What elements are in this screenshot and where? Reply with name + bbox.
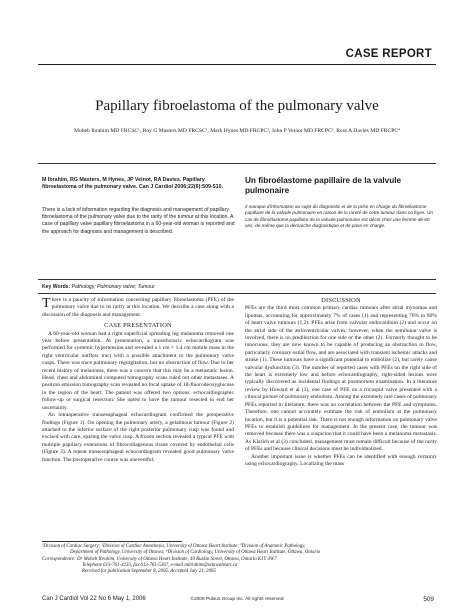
abstract-french: Il manque d'information au sujet du diagnostic et de la prise en charge du fibroélastome papillaire de la valvule pulmonaire en raison de la rareté de cette tumeur dans ce foyer. Un cas de fibroélastome papillaire de la valvule pulmonaire est décrit chez une femme de 60 ans, de même que la démarche diagnostique et de prise en charge.	[245, 204, 433, 229]
discussion-paragraph-2: Another important issue is whether PFEs can be identified with enough certainty using echocardiography. Localizing the mass	[245, 453, 437, 467]
citation: M Ibrahim, RG Masters, M Hynes, JP Veinot, RA Davies. Papillary fibroelastoma of the pulmonary valve. Can J Cardiol 2006;22(6):509-510.	[42, 177, 224, 191]
drop-cap: T	[42, 296, 51, 311]
discussion-heading: DISCUSSION	[321, 297, 361, 304]
intro-paragraph	[42, 297, 234, 319]
section-header: CASE REPORT	[345, 48, 432, 60]
divider-body	[38, 293, 436, 294]
discussion-paragraph-1: PFEs are the third most common primary cardiac tumours after atrial myxomas and lipomas, accounting for approximately 7% of cases (1) and representing 70% to 80% of heart valve tumours (1,2). PFEs arise from valvular endocardium (2) and occur on the atrial side of the atrioventricular valves; however, when the semilunar valve is involved, there is no predilection for one side or the other (2). Formerly thought to be innocuous, they are now known to be capable of producing an obstruction to flow, particularly coronary ostial flow, and are associated with transient ischemic attacks and stroke (1). These tumours have a significant potential to embolize (2), but rarely cause valvular dysfunction (3). The number of reported cases with PFEs on the right side of the heart is extremely low and before echocardiography, right-sided lesions were typically discovered as incidental findings at postmortem examination. In a literature review by Howard et al (1), one case of PFE on a tricuspid valve presented with a clinical picture of pulmonary embolism. Among the extremely rare cases of pulmonary PFEs reported in literature, there was no correlation between the PFE and symptoms. Therefore, one cannot accurately estimate the risk of embolism at the pulmonary location, but it is a potential risk. There is not enough information on pulmonary valve PFEs to establish guidelines for management. In the present case, the tumour was removed because there was a suspicion that it could have been a melanoma metastasis. As Klarich et al (3) concluded, management must remain difficult because of the rarity of PFEs and because clinical decisions must be individualized.	[245, 305, 437, 453]
authors-line-2: John P Veinot MD FRCPC³, Ross A Davies MD FRCPC⁴	[271, 128, 400, 134]
page-number: 509	[423, 596, 434, 603]
right-column	[245, 297, 437, 468]
divider-keywords	[38, 279, 436, 280]
footnote-line-1: ¹Division of Cardiac Surgery; ²Division of Cardiac Anesthesia, University of Ottawa Heart Institute; ³Division of Anatomic Pathology,	[42, 544, 306, 549]
left-column	[42, 297, 234, 464]
keywords-text: Pathology; Pulmonary valve; Tumour	[70, 284, 155, 290]
copyright: ©2006 Pulsus Group Inc. All rights reserved	[190, 597, 284, 602]
article-title: Papillary fibroelastoma of the pulmonary valve	[95, 98, 379, 114]
footnote-line-5: Received for publication September 8, 2005. Accepted July 21, 2005	[82, 569, 216, 575]
journal-info: Can J Cardiol Vol 22 No 6 May 1, 2006	[42, 596, 146, 602]
footnotes	[42, 544, 437, 575]
footnote-line-2: Department of Pathology, University of Ottawa; ⁴Division of Cardiology, University of Ottawa Heart Institute, Ottawa, Ontario	[70, 550, 321, 556]
case-heading: CASE PRESENTATION	[104, 322, 172, 330]
footnote-line-4: Telephone 613-761-4233, fax 613-761-5367, e-mail mibrahim@ottawaheart.ca	[82, 562, 238, 568]
author-list	[60, 127, 414, 136]
case-paragraph-1: A 60-year-old woman had a right superficial spreading leg melanoma removed one year before presentation. At presentation, a transthoracic echocardiogram was performed for systemic hypertension and revealed a 1 cm × 1.4 cm mobile mass in the right ventricular outflow tract with a possible attachment to the pulmonary valve cusps. There was trace pulmonary regurgitation, but no obstruction of flow. Due to her recent history of melanoma, there was a concern that this may be a metastatic lesion. Head, chest and abdominal computed tomography scans ruled out other metastases. A positron emission tomography scan revealed no focal uptake of 18-fluorodeoxyglucose in the region of the heart. The patient was offered two options: echocardiographic follow-up or surgical resection. She opted to have the tumour resected to end her uncertainty.	[42, 330, 234, 411]
footnote-rule	[42, 541, 182, 542]
header-rule	[38, 64, 436, 65]
keywords-label: Key Words:	[42, 284, 71, 290]
intro-text: here is a paucity of information concerning papillary fibroelastoma (PFE) of the pulmonary valve due to its rarity at this location. We describe a case along with a discussion of the diagnosis and management.	[42, 297, 234, 318]
keywords	[42, 284, 437, 291]
case-paragraph-2: An intraoperative transesophageal echocardiogram confirmed the preoperative findings (Figure 1). On opening the pulmonary artery, a gelatinous tumour (Figure 2) attached to the inferior surface of the right posterior pulmonary cusp was found and excised with care, sparing the valve cusp. A frozen section revealed a typical PFE with multiple papillary extensions of fibrocollagenous tissue covered by endothelial cells (Figure 3). A repeat transesophageal echocardiogram revealed good pulmonary valve function. The postoperative course was uneventful.	[42, 412, 234, 463]
authors-line-1: Moheb Ibrahim MD FRCSC¹, Roy G Masters MD FRCSC¹, Mark Hynes MD FRCPC²,	[73, 128, 272, 134]
footnote-line-3: Correspondence: Dr Moheb Ibrahim, University of Ottawa Heart Institute, 40 Ruskin Street, Ottawa, Ontario K1Y 4W7.	[42, 556, 278, 562]
french-title: Un fibroélastome papillaire de la valvule pulmonaire	[245, 176, 402, 195]
abstract-english: There is a lack of information regarding the diagnosis and management of papillary fibroelastoma of the pulmonary valve due to the rarity of the tumour at this location. A case of papillary valve papillary fibroelastoma in a 60-year-old woman is reported and the approach for diagnosis and management is described.	[42, 207, 235, 235]
divider-top	[38, 163, 436, 164]
